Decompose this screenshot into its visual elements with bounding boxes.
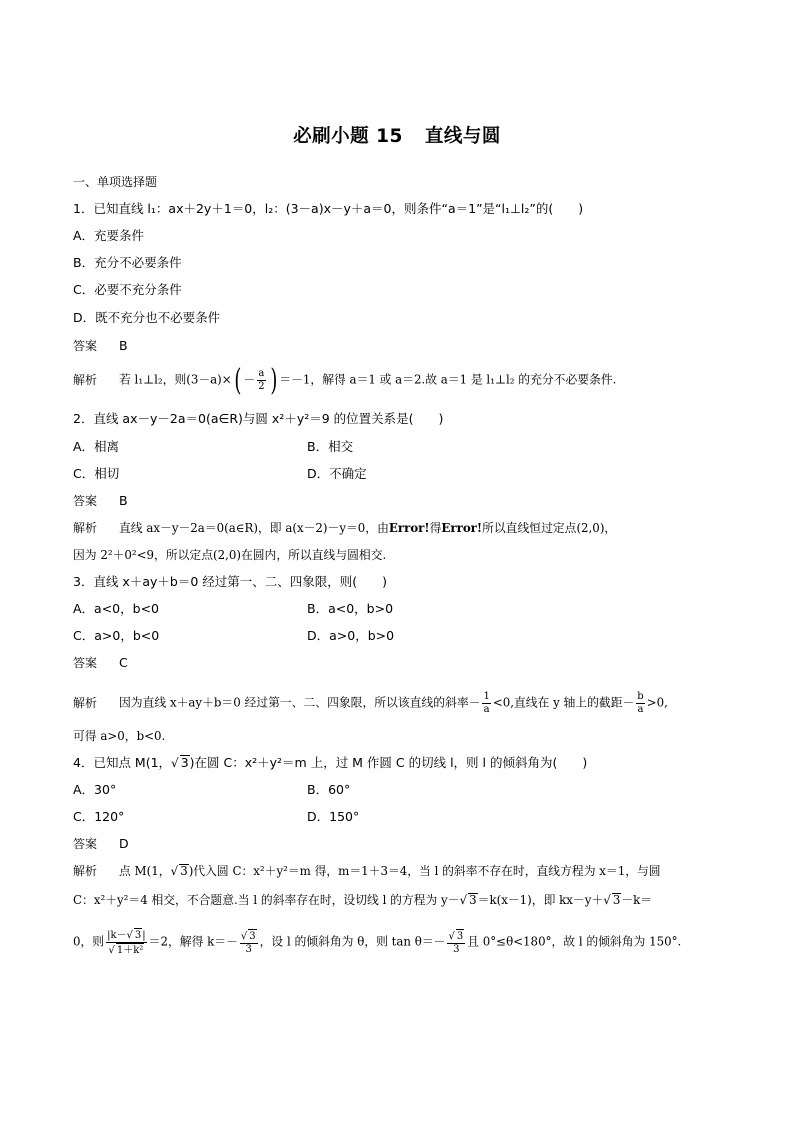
explanation-text: C：x²＋y²＝4 相交，不合题意.当 l 的斜率存在时，设切线 l 的方程为 y－ <box>73 893 460 907</box>
q2-explanation-line1 <box>73 519 616 537</box>
answer-value: B <box>119 338 128 353</box>
answer-value: C <box>119 655 128 670</box>
q2-option-d: D．不确定 <box>307 466 367 481</box>
right-paren: ) <box>269 362 277 398</box>
fraction <box>240 929 258 956</box>
explanation-text: ＝2，解得 k＝－ <box>148 934 238 949</box>
q3-explanation-line2: 可得 a>0，b<0. <box>73 729 166 743</box>
sqrt-radicand: 3 <box>456 931 464 942</box>
error-marker: Error! <box>388 521 430 535</box>
q3-explanation-line1 <box>73 691 668 716</box>
answer-label: 答案 <box>73 837 98 851</box>
q4-answer <box>73 835 129 853</box>
q4-explanation-line3 <box>73 928 681 957</box>
q2-stem: 2．直线 ax－y－2a＝0(a∈R)与圆 x²＋y²＝9 的位置关系是( ) <box>73 411 444 426</box>
explanation-text: >0, <box>646 695 668 710</box>
explanation-text: 得 <box>429 521 442 535</box>
sqrt-sign: √ <box>126 930 133 941</box>
explanation-text: 所以直线恒过定点(2,0)， <box>482 521 617 535</box>
error-marker: Error! <box>441 521 483 535</box>
q1-stem: 1．已知直线 l₁：ax＋2y＋1＝0，l₂：(3－a)x－y＋a＝0，则条件“a＝1”是“l₁⊥l₂”的( ) <box>73 201 584 216</box>
explanation-text: 0，则 <box>73 934 105 949</box>
q3-option-a: A．a<0，b<0 <box>73 601 159 616</box>
fraction-numerator: 1 <box>483 691 490 702</box>
q3-stem: 3．直线 x＋ay＋b＝0 经过第一、二、四象限，则( ) <box>73 574 387 589</box>
section-heading: 一、单项选择题 <box>73 175 158 189</box>
fraction <box>482 691 490 716</box>
fraction-numerator <box>447 929 465 943</box>
sqrt-sign: √ <box>603 893 611 907</box>
explanation-text: 若 l₁⊥l₂，则(3－a)× <box>119 372 232 387</box>
sqrt-sign: √ <box>170 864 179 878</box>
explanation-text: 因为直线 x＋ay＋b＝0 经过第一、二、四象限，所以该直线的斜率－ <box>119 695 481 710</box>
fraction-denominator <box>106 942 147 957</box>
q2-explanation-line2: 因为 2²＋0²<9，所以定点(2,0)在圆内，所以直线与圆相交. <box>73 548 387 562</box>
stem-text: 4．已知点 M(1， <box>73 755 172 770</box>
answer-label: 答案 <box>73 656 98 670</box>
fraction-denominator: 2 <box>258 381 265 392</box>
fraction-numerator: a <box>258 368 265 379</box>
q1-option-d: D．既不充分也不必要条件 <box>73 310 221 325</box>
left-paren: ( <box>234 362 242 398</box>
page-title <box>0 122 794 148</box>
q1-answer <box>73 337 128 355</box>
sqrt-sign: √ <box>108 945 115 956</box>
fraction <box>636 691 644 716</box>
sqrt-radicand: 1＋k² <box>116 945 144 956</box>
q3-answer <box>73 654 128 672</box>
q1-option-a: A．充要条件 <box>73 228 145 243</box>
sqrt-radicand: 3 <box>180 755 189 770</box>
q4-option-d: D．150° <box>307 809 360 824</box>
explanation-label: 解析 <box>73 372 98 387</box>
sqrt-sign: √ <box>459 893 468 907</box>
q4-option-c: C．120° <box>73 809 125 824</box>
explanation-text: ＝k(x－1)，即 kx－y＋ <box>477 893 604 907</box>
q2-option-b: B．相交 <box>307 439 354 454</box>
q4-explanation-line1 <box>73 862 661 880</box>
sqrt-radicand: 3 <box>612 893 621 907</box>
explanation-text: －k＝ <box>621 893 653 907</box>
title-main: 必刷小题 15 <box>293 126 403 147</box>
explanation-text: )代入圆 C：x²＋y²＝m 得，m＝1＋3＝4，当 l 的斜率不存在时，直线方程为 x＝1，与圆 <box>188 864 661 878</box>
fraction-denominator: 3 <box>240 943 258 956</box>
explanation-label: 解析 <box>73 521 98 535</box>
explanation-text: <0,直线在 y 轴上的截距－ <box>492 695 635 710</box>
sqrt-sign: √ <box>171 756 179 770</box>
q4-stem <box>73 754 587 772</box>
fraction <box>447 929 465 956</box>
q2-answer <box>73 492 128 510</box>
fraction <box>106 928 147 957</box>
q4-option-a: A．30° <box>73 782 117 797</box>
fraction <box>257 368 265 393</box>
q3-option-d: D．a>0，b>0 <box>307 628 395 643</box>
q3-option-c: C．a>0，b<0 <box>73 628 160 643</box>
sqrt-radicand: 3 <box>134 930 142 941</box>
fraction-denominator: a <box>483 704 490 715</box>
title-sub: 直线与圆 <box>424 126 501 147</box>
answer-value: B <box>119 493 128 508</box>
numerator-text: | <box>142 930 146 941</box>
answer-label: 答案 <box>73 494 98 508</box>
explanation-text: 点 M(1， <box>119 864 171 878</box>
explanation-text: ＝－1，解得 a＝1 或 a＝2.故 a＝1 是 l₁⊥l₂ 的充分不必要条件. <box>279 372 617 387</box>
answer-label: 答案 <box>73 339 98 353</box>
stem-text: )在圆 C：x²＋y²＝m 上，过 M 作圆 C 的切线 l，则 l 的倾斜角为( ) <box>189 755 588 770</box>
sqrt-sign: √ <box>240 931 248 942</box>
numerator-text: |k－ <box>107 930 127 941</box>
q1-explanation: 解析 若 l₁⊥l₂，则(3－a)×( － $\frac{a}{2}$ ) ＝－1，解得 a＝1 或 a＝2.故 a＝1 是 l₁⊥l₂ 的充分不必要条件. <box>73 362 617 398</box>
fraction-denominator: a <box>637 704 644 715</box>
explanation-text: 直线 ax－y－2a＝0(a∈R)，即 a(x－2)－y＝0，由 <box>119 521 389 535</box>
q4-explanation-line2 <box>73 891 652 909</box>
q3-option-b: B．a<0，b>0 <box>307 601 394 616</box>
sqrt-sign: √ <box>448 931 455 942</box>
explanation-label: 解析 <box>73 864 98 878</box>
answer-value: D <box>119 836 129 851</box>
q1-option-c: C．必要不充分条件 <box>73 282 182 297</box>
q4-option-b: B．60° <box>307 782 351 797</box>
fraction-numerator <box>106 928 147 942</box>
explanation-text: 且 0°≤θ<180°，故 l 的倾斜角为 150°. <box>467 934 682 949</box>
sqrt-radicand: 3 <box>180 864 188 878</box>
fraction-denominator: 3 <box>447 943 465 956</box>
explanation-label: 解析 <box>73 695 98 710</box>
explanation-text: ，设 l 的倾斜角为 θ，则 tan θ＝－ <box>259 934 446 949</box>
fraction-numerator <box>240 929 258 943</box>
fraction-numerator: b <box>637 691 644 702</box>
sqrt-radicand: 3 <box>249 931 256 942</box>
q2-option-c: C．相切 <box>73 466 120 481</box>
q2-option-a: A．相离 <box>73 439 120 454</box>
q1-option-b: B．充分不必要条件 <box>73 255 182 270</box>
sqrt-radicand: 3 <box>469 893 477 907</box>
